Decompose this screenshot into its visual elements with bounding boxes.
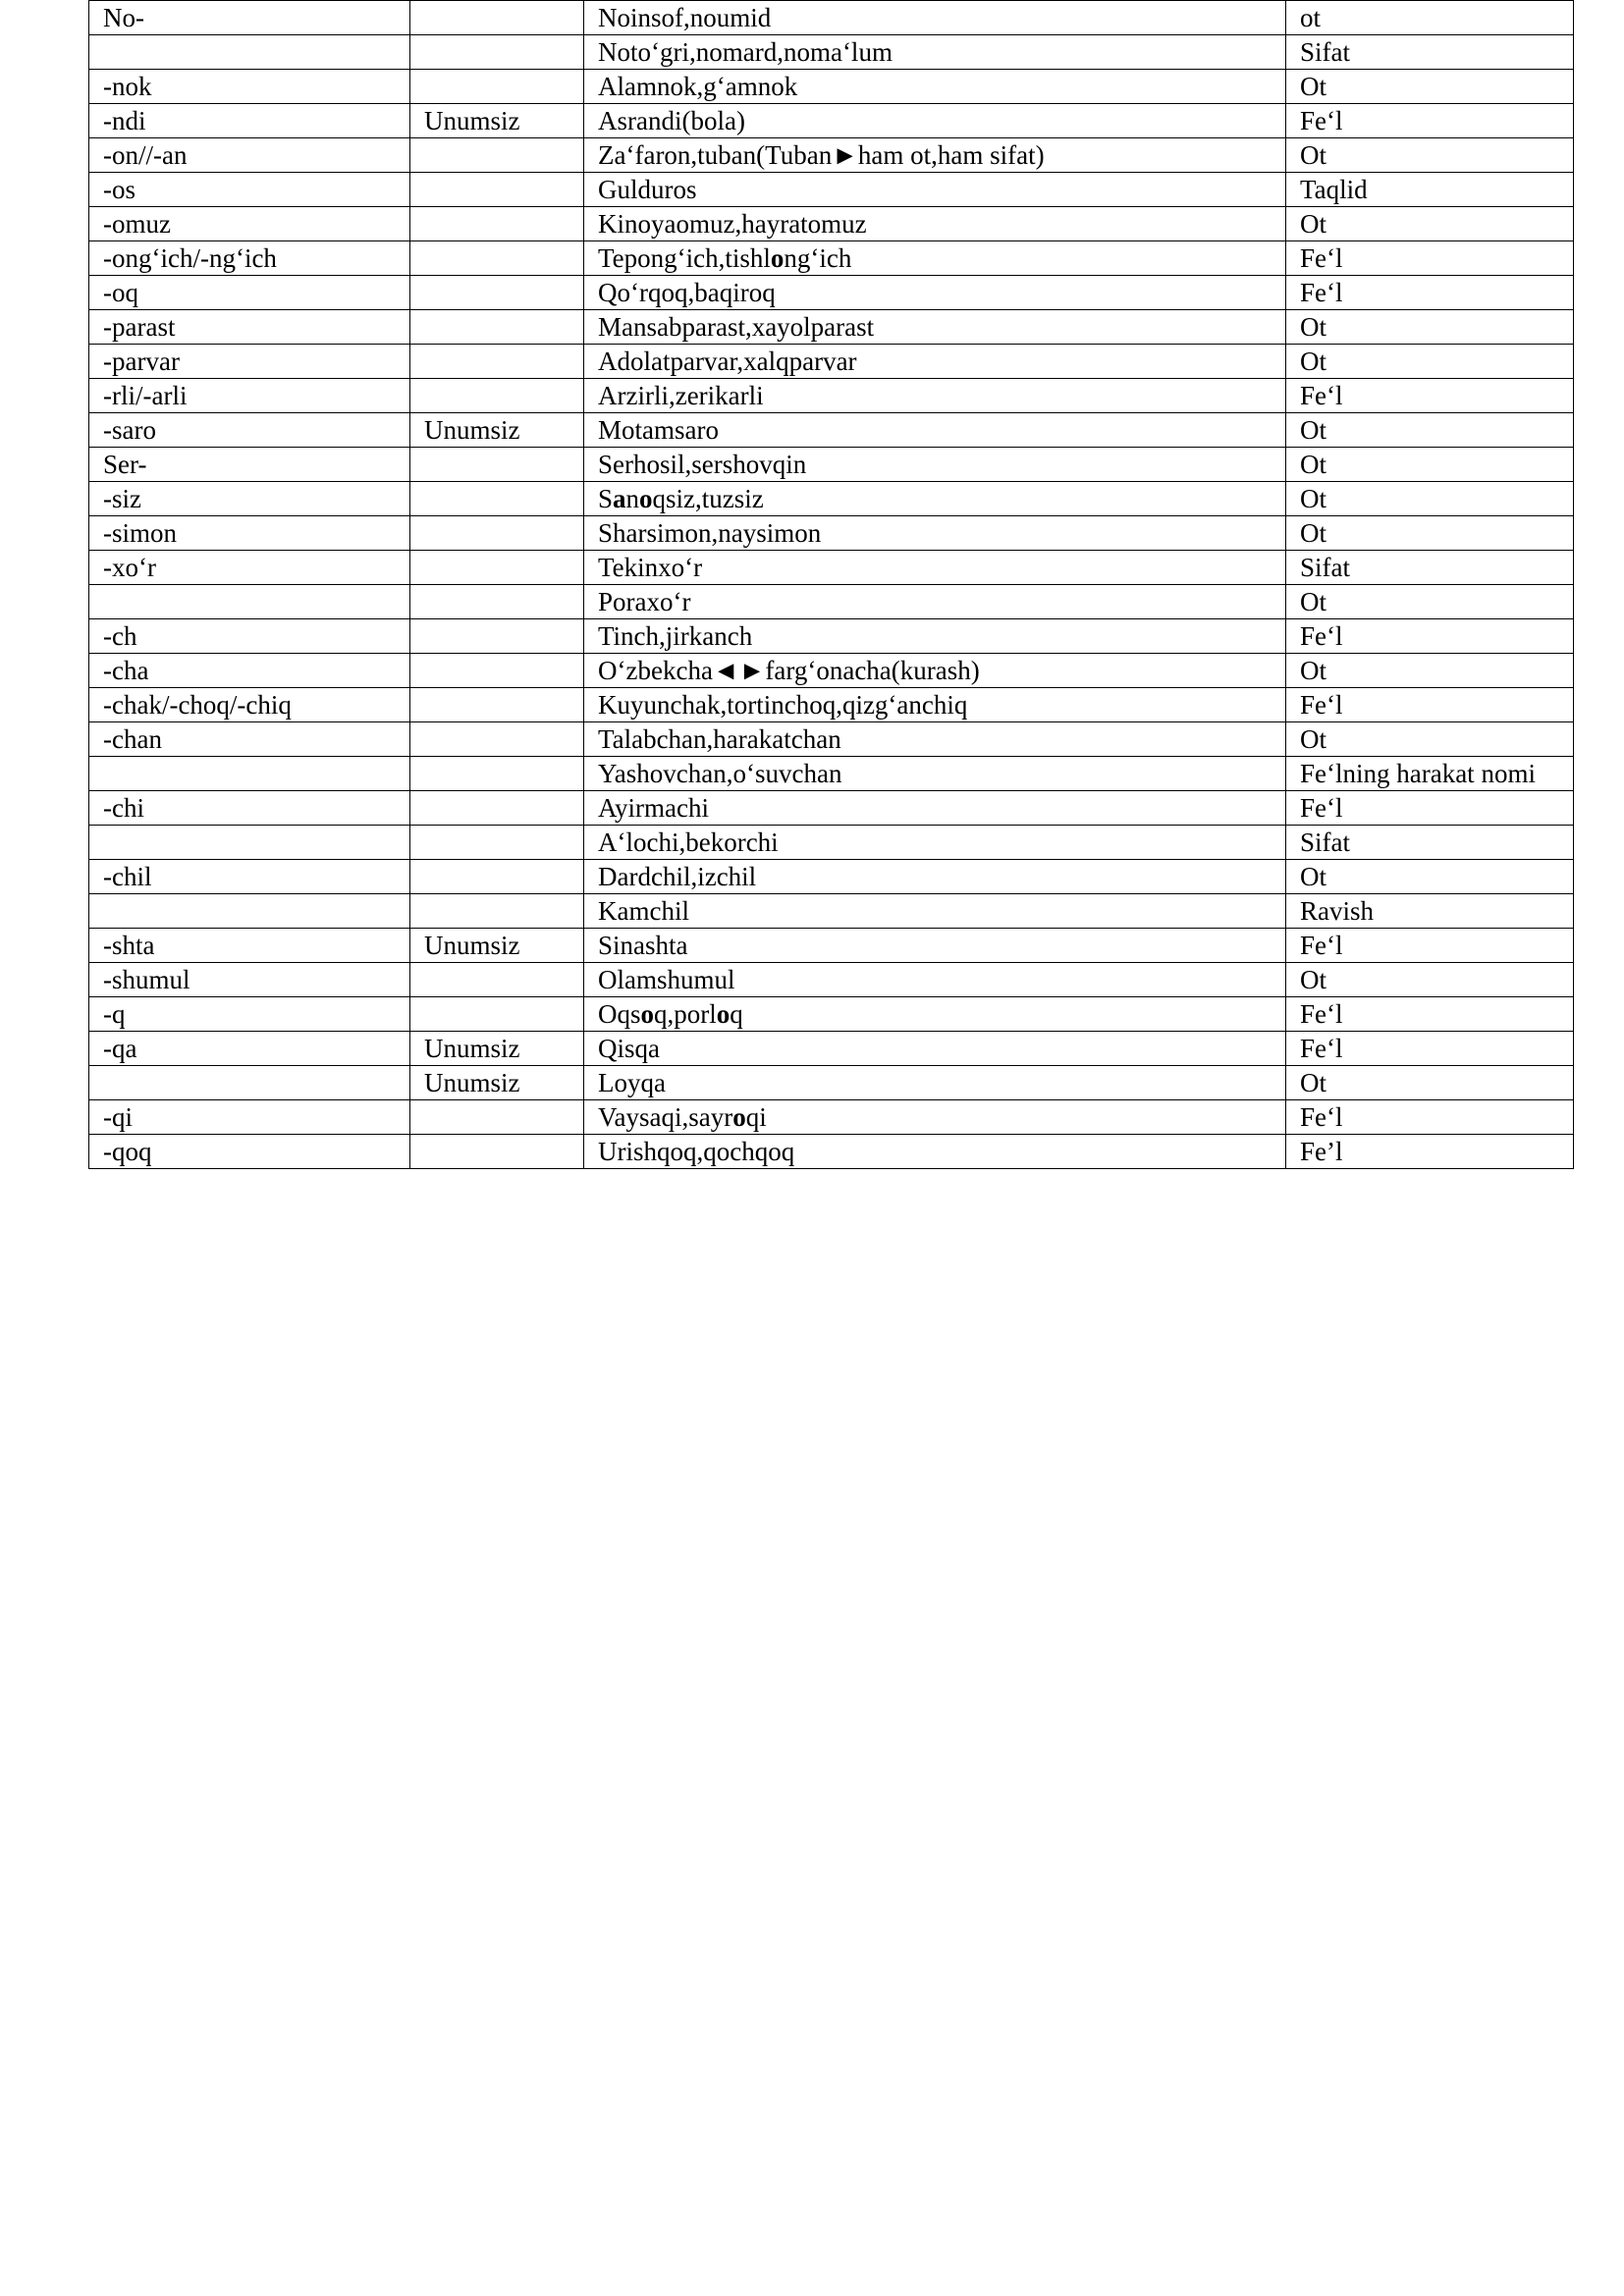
part-of-speech-cell: Ot: [1286, 345, 1574, 379]
productivity-cell: [410, 722, 584, 757]
productivity-cell: [410, 482, 584, 516]
affix-cell: -os: [89, 173, 410, 207]
productivity-cell: [410, 551, 584, 585]
example-text: Noto‘gri,nomard,noma‘lum: [598, 36, 893, 67]
example-text: n: [625, 483, 640, 513]
affix-cell: -nok: [89, 70, 410, 104]
table-row: [89, 379, 1574, 413]
bold-letter: o: [639, 483, 653, 513]
productivity-cell: [410, 860, 584, 894]
part-of-speech-cell: Fe‘l: [1286, 997, 1574, 1032]
example-text: Adolatparvar,xalqparvar: [598, 346, 857, 376]
part-of-speech-cell: Ot: [1286, 70, 1574, 104]
example-text: Kamchil: [598, 895, 689, 926]
part-of-speech-cell: Ravish: [1286, 894, 1574, 929]
affix-cell: -qoq: [89, 1135, 410, 1169]
example-text: Ayirmachi: [598, 792, 709, 823]
affix-cell: [89, 35, 410, 70]
example-text: Tepong‘ich,tishl: [598, 242, 771, 273]
affix-cell: -qa: [89, 1032, 410, 1066]
affix-cell: -parvar: [89, 345, 410, 379]
table-row: [89, 207, 1574, 241]
productivity-cell: [410, 241, 584, 276]
table-row: [89, 276, 1574, 310]
examples-cell: [584, 997, 1286, 1032]
examples-cell: [584, 894, 1286, 929]
part-of-speech-cell: Fe‘l: [1286, 929, 1574, 963]
productivity-cell: [410, 310, 584, 345]
productivity-cell: [410, 448, 584, 482]
part-of-speech-cell: Ot: [1286, 722, 1574, 757]
productivity-cell: Unumsiz: [410, 1066, 584, 1100]
part-of-speech-cell: Fe‘l: [1286, 688, 1574, 722]
examples-cell: [584, 482, 1286, 516]
part-of-speech-cell: Sifat: [1286, 551, 1574, 585]
part-of-speech-cell: Ot: [1286, 413, 1574, 448]
productivity-cell: [410, 1100, 584, 1135]
example-text: Sinashta: [598, 930, 688, 960]
affix-cell: -xo‘r: [89, 551, 410, 585]
productivity-cell: [410, 963, 584, 997]
example-text: Olamshumul: [598, 964, 735, 994]
affix-cell: -rli/-arli: [89, 379, 410, 413]
table-row: [89, 1032, 1574, 1066]
example-text: A‘lochi,bekorchi: [598, 827, 779, 857]
affix-cell: -simon: [89, 516, 410, 551]
affix-cell: Ser-: [89, 448, 410, 482]
part-of-speech-cell: Fe‘l: [1286, 241, 1574, 276]
productivity-cell: [410, 35, 584, 70]
examples-cell: [584, 241, 1286, 276]
examples-cell: [584, 70, 1286, 104]
examples-cell: [584, 757, 1286, 791]
part-of-speech-cell: ot: [1286, 1, 1574, 35]
productivity-cell: [410, 207, 584, 241]
part-of-speech-cell: Ot: [1286, 963, 1574, 997]
productivity-cell: [410, 791, 584, 826]
affix-cell: -chan: [89, 722, 410, 757]
productivity-cell: [410, 276, 584, 310]
affix-cell: -chi: [89, 791, 410, 826]
table-row: [89, 482, 1574, 516]
part-of-speech-cell: Fe’l: [1286, 1135, 1574, 1169]
table-row: [89, 619, 1574, 654]
examples-cell: [584, 585, 1286, 619]
table-row: [89, 138, 1574, 173]
productivity-cell: [410, 757, 584, 791]
productivity-cell: [410, 654, 584, 688]
examples-cell: [584, 826, 1286, 860]
productivity-cell: [410, 826, 584, 860]
productivity-cell: [410, 138, 584, 173]
example-text: Alamnok,g‘amnok: [598, 71, 798, 101]
examples-cell: [584, 1135, 1286, 1169]
part-of-speech-cell: Sifat: [1286, 826, 1574, 860]
table-row: [89, 654, 1574, 688]
examples-cell: [584, 1100, 1286, 1135]
examples-cell: [584, 35, 1286, 70]
example-text: qsiz,tuzsiz: [652, 483, 764, 513]
part-of-speech-cell: Fe‘l: [1286, 276, 1574, 310]
table-row: [89, 345, 1574, 379]
affix-cell: -shta: [89, 929, 410, 963]
affix-cell: -on//-an: [89, 138, 410, 173]
productivity-cell: [410, 173, 584, 207]
table-row: [89, 1, 1574, 35]
examples-cell: [584, 1032, 1286, 1066]
productivity-cell: [410, 688, 584, 722]
part-of-speech-cell: Ot: [1286, 516, 1574, 551]
example-text: Sharsimon,naysimon: [598, 517, 822, 548]
affix-cell: -ong‘ich/-ng‘ich: [89, 241, 410, 276]
table-row: [89, 997, 1574, 1032]
affix-cell: [89, 1066, 410, 1100]
table-row: [89, 241, 1574, 276]
example-text: Qisqa: [598, 1033, 660, 1063]
example-text: Loyqa: [598, 1067, 666, 1097]
example-text: Arzirli,zerikarli: [598, 380, 764, 410]
table-row: [89, 722, 1574, 757]
example-text: q: [730, 998, 743, 1029]
part-of-speech-cell: Fe‘l: [1286, 104, 1574, 138]
productivity-cell: [410, 516, 584, 551]
example-text: Kinoyaomuz,hayratomuz: [598, 208, 867, 239]
examples-cell: [584, 173, 1286, 207]
example-text: Yashovchan,o‘suvchan: [598, 758, 842, 788]
bold-letter: o: [732, 1101, 746, 1132]
productivity-cell: [410, 997, 584, 1032]
examples-cell: [584, 345, 1286, 379]
example-text: Asrandi(bola): [598, 105, 745, 135]
part-of-speech-cell: Fe‘l: [1286, 379, 1574, 413]
affix-cell: -parast: [89, 310, 410, 345]
examples-cell: [584, 688, 1286, 722]
example-text: qi: [745, 1101, 767, 1132]
part-of-speech-cell: Fe‘l: [1286, 1100, 1574, 1135]
examples-cell: [584, 207, 1286, 241]
examples-cell: [584, 654, 1286, 688]
productivity-cell: [410, 619, 584, 654]
example-text: S: [598, 483, 614, 513]
examples-cell: [584, 1066, 1286, 1100]
affix-cell: -omuz: [89, 207, 410, 241]
table-row: [89, 585, 1574, 619]
table-row: [89, 757, 1574, 791]
table-row: [89, 70, 1574, 104]
table-row: [89, 516, 1574, 551]
part-of-speech-cell: Ot: [1286, 1066, 1574, 1100]
affix-cell: -ndi: [89, 104, 410, 138]
part-of-speech-cell: Ot: [1286, 860, 1574, 894]
example-text: O‘zbekcha◄►farg‘onacha(kurash): [598, 655, 980, 685]
affix-cell: -q: [89, 997, 410, 1032]
examples-cell: [584, 963, 1286, 997]
bold-letter: o: [716, 998, 731, 1029]
productivity-cell: [410, 1135, 584, 1169]
table-row: [89, 860, 1574, 894]
affix-table: [88, 0, 1574, 1169]
table-row: [89, 826, 1574, 860]
examples-cell: [584, 551, 1286, 585]
affix-cell: [89, 826, 410, 860]
part-of-speech-cell: Fe‘l: [1286, 1032, 1574, 1066]
table-row: [89, 310, 1574, 345]
table-row: [89, 791, 1574, 826]
example-text: Gulduros: [598, 174, 697, 204]
examples-cell: [584, 516, 1286, 551]
example-text: Talabchan,harakatchan: [598, 723, 841, 754]
table-row: [89, 551, 1574, 585]
productivity-cell: [410, 894, 584, 929]
example-text: Za‘faron,tuban(Tuban►ham ot,ham sifat): [598, 139, 1045, 170]
example-text: Kuyunchak,tortinchoq,qizg‘anchiq: [598, 689, 968, 720]
examples-cell: [584, 1, 1286, 35]
example-text: Noinsof,noumid: [598, 2, 772, 32]
affix-cell: No-: [89, 1, 410, 35]
table-row: [89, 448, 1574, 482]
affix-cell: -siz: [89, 482, 410, 516]
productivity-cell: [410, 379, 584, 413]
example-text: Tinch,jirkanch: [598, 620, 753, 651]
affix-cell: -saro: [89, 413, 410, 448]
affix-cell: [89, 894, 410, 929]
part-of-speech-cell: Ot: [1286, 138, 1574, 173]
table-row: [89, 894, 1574, 929]
productivity-cell: Unumsiz: [410, 1032, 584, 1066]
example-text: q,porl: [654, 998, 717, 1029]
examples-cell: [584, 860, 1286, 894]
productivity-cell: Unumsiz: [410, 104, 584, 138]
part-of-speech-cell: Ot: [1286, 448, 1574, 482]
table-row: [89, 1066, 1574, 1100]
part-of-speech-cell: Fe‘l: [1286, 791, 1574, 826]
part-of-speech-cell: Ot: [1286, 207, 1574, 241]
example-text: Urishqoq,qochqoq: [598, 1136, 795, 1166]
affix-cell: -oq: [89, 276, 410, 310]
example-text: Mansabparast,xayolparast: [598, 311, 875, 342]
table-row: [89, 413, 1574, 448]
examples-cell: [584, 619, 1286, 654]
bold-letter: o: [640, 998, 655, 1029]
examples-cell: [584, 722, 1286, 757]
part-of-speech-cell: Sifat: [1286, 35, 1574, 70]
example-text: Tekinxo‘r: [598, 552, 703, 582]
table-row: [89, 1135, 1574, 1169]
bold-letter: a: [613, 483, 626, 513]
productivity-cell: Unumsiz: [410, 929, 584, 963]
affix-cell: -cha: [89, 654, 410, 688]
examples-cell: [584, 138, 1286, 173]
example-text: Vaysaqi,sayr: [598, 1101, 733, 1132]
bold-letter: o: [770, 242, 785, 273]
part-of-speech-cell: Ot: [1286, 482, 1574, 516]
table-row: [89, 1100, 1574, 1135]
example-text: Dardchil,izchil: [598, 861, 757, 891]
part-of-speech-cell: Ot: [1286, 585, 1574, 619]
example-text: Motamsaro: [598, 414, 719, 445]
examples-cell: [584, 413, 1286, 448]
productivity-cell: Unumsiz: [410, 413, 584, 448]
productivity-cell: [410, 70, 584, 104]
examples-cell: [584, 310, 1286, 345]
affix-cell: [89, 757, 410, 791]
examples-cell: [584, 104, 1286, 138]
examples-cell: [584, 929, 1286, 963]
examples-cell: [584, 448, 1286, 482]
productivity-cell: [410, 585, 584, 619]
table-row: [89, 963, 1574, 997]
examples-cell: [584, 379, 1286, 413]
affix-table-body: [89, 1, 1574, 1169]
examples-cell: [584, 791, 1286, 826]
part-of-speech-cell: Taqlid: [1286, 173, 1574, 207]
affix-cell: -shumul: [89, 963, 410, 997]
table-row: [89, 104, 1574, 138]
example-text: ng‘ich: [784, 242, 852, 273]
part-of-speech-cell: Fe‘lning harakat nomi: [1286, 757, 1574, 791]
part-of-speech-cell: Fe‘l: [1286, 619, 1574, 654]
productivity-cell: [410, 1, 584, 35]
table-row: [89, 35, 1574, 70]
affix-cell: [89, 585, 410, 619]
affix-cell: -qi: [89, 1100, 410, 1135]
table-row: [89, 173, 1574, 207]
example-text: Qo‘rqoq,baqiroq: [598, 277, 776, 307]
affix-cell: -ch: [89, 619, 410, 654]
part-of-speech-cell: Ot: [1286, 310, 1574, 345]
affix-cell: -chil: [89, 860, 410, 894]
example-text: Serhosil,sershovqin: [598, 449, 807, 479]
table-row: [89, 929, 1574, 963]
affix-cell: -chak/-choq/-chiq: [89, 688, 410, 722]
table-row: [89, 688, 1574, 722]
productivity-cell: [410, 345, 584, 379]
part-of-speech-cell: Ot: [1286, 654, 1574, 688]
examples-cell: [584, 276, 1286, 310]
example-text: Poraxo‘r: [598, 586, 691, 616]
example-text: Oqs: [598, 998, 641, 1029]
